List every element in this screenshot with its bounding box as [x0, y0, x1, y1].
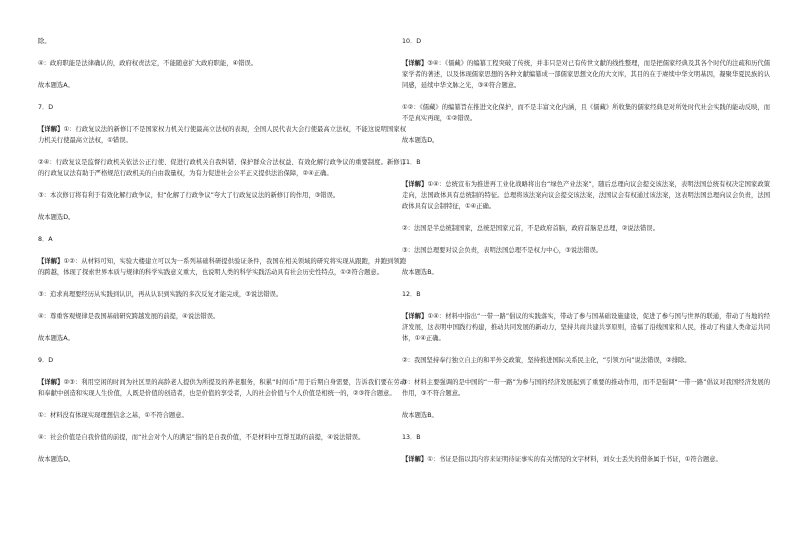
- detail-label: 【详解】: [402, 181, 428, 188]
- paragraph-text: ③：法国总理要对议会负责，表明法国总理不是权力中心，③说法错误。: [402, 247, 603, 254]
- paragraph-text: ①②：《儒藏》的编纂旨在推进文化保护，而不是丰富文化内涵，且《儒藏》所收集的儒家经典是对所处时代社会实践的能动反映，而不是真实再现，①②错误。: [402, 104, 770, 122]
- answer-paragraph: [402, 102, 770, 124]
- answer-paragraph: [402, 135, 770, 146]
- detail-label: 【详解】: [402, 456, 428, 463]
- paragraph-text: ②③：利用空闲的时间为社区里的高龄老人提供为所提及的养老服务，积累“时间币”用于后期自身需要，告诉我们要在劳动和奉献中创造和实现人生价值，人既是价值的创造者，也是价值的享受者，人的社会价值与个人价值是相统一的，②③符合题意。: [38, 379, 406, 397]
- paragraph-text: ①④：材料中指出“一带一路”倡议的实践落实，带动了参与国基础设施建设，促进了参与国与世界的联通，带动了当地的经济发展，这表明中国践行构建，推动共同发展的新动力，坚持共商共建共享原则，造福了沿线国家和人民，推动了构建人类命运共同体，①④正确。: [402, 313, 770, 342]
- paragraph-text: ④：政府职能是法律确认的，政府权责法定，不能随意扩大政府职能，④错误。: [38, 60, 258, 67]
- paragraph-text: ①：书证是指以其内容来证明待证事实的有关情况的文字材料，刘女士丢失的借条属于书证，①符合题意。: [427, 456, 722, 463]
- paragraph-text: 故本题选A。: [38, 335, 74, 342]
- paragraph-text: ①④：总统宣布为推进再工业化战略将出台“绿色产业法案”，随后总理向议会提交该法案，表明法国总统有权决定国家政策走向，法国政体具有总统制的特征。总理将该法案向议会提交该法案，法国议会有权通过该法案，这表明法国总理向议会负责，法国政体具有议会制特征，①④正确。: [402, 181, 770, 210]
- answer-paragraph: [38, 58, 406, 69]
- answer-paragraph: [38, 289, 406, 300]
- answer-paragraph: [402, 432, 770, 443]
- paragraph-text: ②④：行政复议是监督行政机关依法公正行使、促进行政机关自我纠错、保护群众合法权益、有效化解行政争议的重要制度。新修订的行政复议法有助于严格规范行政机关的自由裁量权，为有力促进社会公平正义提供法治保障，②④正确。: [38, 159, 406, 177]
- paragraph-text: ②：我国坚持奉行独立自主的和平外交政策，坚持推进国际关系民主化，“引领方向”说法错误，②排除。: [402, 357, 691, 364]
- paragraph-text: ③④：《儒藏》的编纂工程突破了传统，并非只是对已有传世文献的线性整理，而是把儒家经典及其各个时代的注疏和历代儒家学者的著述，以及体现儒家思想的各种文献编纂成一部儒家思想文化的大文库，其目的在于赓续中华文明基因，凝聚华夏民族的认同感，延续中华文脉之光，③④符合题意。: [402, 60, 771, 89]
- answer-paragraph: [402, 245, 770, 256]
- paragraph-text: 11．B: [402, 159, 421, 166]
- paragraph-text: 7．D: [38, 104, 54, 111]
- paragraph-text: 故本题选D。: [38, 456, 75, 463]
- left-column: [38, 36, 406, 476]
- paragraph-text: 9．D: [38, 357, 54, 364]
- answer-paragraph: [38, 234, 406, 245]
- detail-label: 【详解】: [402, 313, 428, 320]
- paragraph-text: 故本题选B。: [402, 269, 438, 276]
- paragraph-text: ④：尊重客观规律是我国基础研究跨越发展的前提，④说法错误。: [38, 313, 220, 320]
- answer-paragraph: [38, 36, 406, 47]
- paragraph-text: ④：社会价值是自我价值的前提，而“社会对个人的满足”指的是自我价值，不是材料中互帮互助的前提，④说法错误。: [38, 434, 365, 441]
- paragraph-text: ③：追求真理要经历从实践到认识，再从认识到实践的多次反复才能完成，③说法错误。: [38, 291, 283, 298]
- paragraph-text: ③：材料主要强调的是中国的“一带一路”为参与国的经济发展起到了重要的推动作用，而不是强调“一带一路”倡议对我国经济发展的作用，③不符合题意。: [402, 379, 770, 397]
- detail-label: 【详解】: [38, 379, 64, 386]
- answer-paragraph: [38, 212, 406, 223]
- answer-paragraph: [402, 454, 770, 465]
- right-column: [402, 36, 770, 476]
- answer-paragraph: [38, 190, 406, 201]
- paragraph-text: 除。: [38, 38, 51, 45]
- paragraph-text: ②：法国是半总统制国家，总统是国家元首，不是政府首脑，政府首脑是总理，②说法错误。: [402, 225, 659, 232]
- answer-paragraph: [38, 410, 406, 421]
- paragraph-text: 8．A: [38, 236, 53, 243]
- paragraph-text: ①：行政复议法的新修订不是国家权力机关行使最高立法权的表现，全国人民代表大会行使最高立法权，不能这说明国家权力机关行使最高立法权，①错误。: [38, 126, 406, 144]
- paragraph-text: ①：材料没有体现实现理想信念之基，①不符合题意。: [38, 412, 188, 419]
- answer-paragraph: [402, 311, 770, 344]
- paragraph-text: 13．B: [402, 434, 421, 441]
- answer-paragraph: [38, 157, 406, 179]
- answer-paragraph: [402, 377, 770, 399]
- answer-paragraph: [38, 454, 406, 465]
- paragraph-text: 12．B: [402, 291, 421, 298]
- answer-paragraph: [38, 80, 406, 91]
- answer-paragraph: [402, 179, 770, 212]
- answer-paragraph: [38, 311, 406, 322]
- answer-paragraph: [402, 157, 770, 168]
- answer-paragraph: [402, 36, 770, 47]
- answer-paragraph: [402, 223, 770, 234]
- answer-paragraph: [38, 432, 406, 443]
- detail-label: 【详解】: [38, 258, 64, 265]
- paragraph-text: 10．D: [402, 38, 422, 45]
- paragraph-text: 故本题选D。: [402, 137, 439, 144]
- detail-label: 【详解】: [402, 60, 428, 67]
- paragraph-text: 故本题选B。: [402, 412, 438, 419]
- paragraph-text: 故本题选A。: [38, 82, 74, 89]
- detail-label: 【详解】: [38, 126, 64, 133]
- answer-paragraph: [402, 289, 770, 300]
- answer-paragraph: [402, 355, 770, 366]
- paragraph-text: ①②：从材料可知，实验大楼建立可以为一系列基础科研提供验证条件，我国在相关领域的研究将实现从跟跑，并跑到领跑的跨越，体现了探索世界本质与规律的科学实践意义重大，也说明人类的科学实践活动具有社会历史性特点，①②符合题意。: [38, 258, 407, 276]
- paragraph-text: ③：本次修订将有利于有效化解行政争议，但“化解了行政争议”夸大了行政复议法的新修订的作用，③错误。: [38, 192, 340, 199]
- answer-paragraph: [38, 377, 406, 399]
- answer-paragraph: [38, 355, 406, 366]
- answer-paragraph: [38, 333, 406, 344]
- answer-paragraph: [38, 124, 406, 146]
- answer-paragraph: [402, 267, 770, 278]
- answer-paragraph: [402, 58, 770, 91]
- answer-paragraph: [402, 410, 770, 421]
- paragraph-text: 故本题选D。: [38, 214, 75, 221]
- answer-paragraph: [38, 102, 406, 113]
- answer-paragraph: [38, 256, 406, 278]
